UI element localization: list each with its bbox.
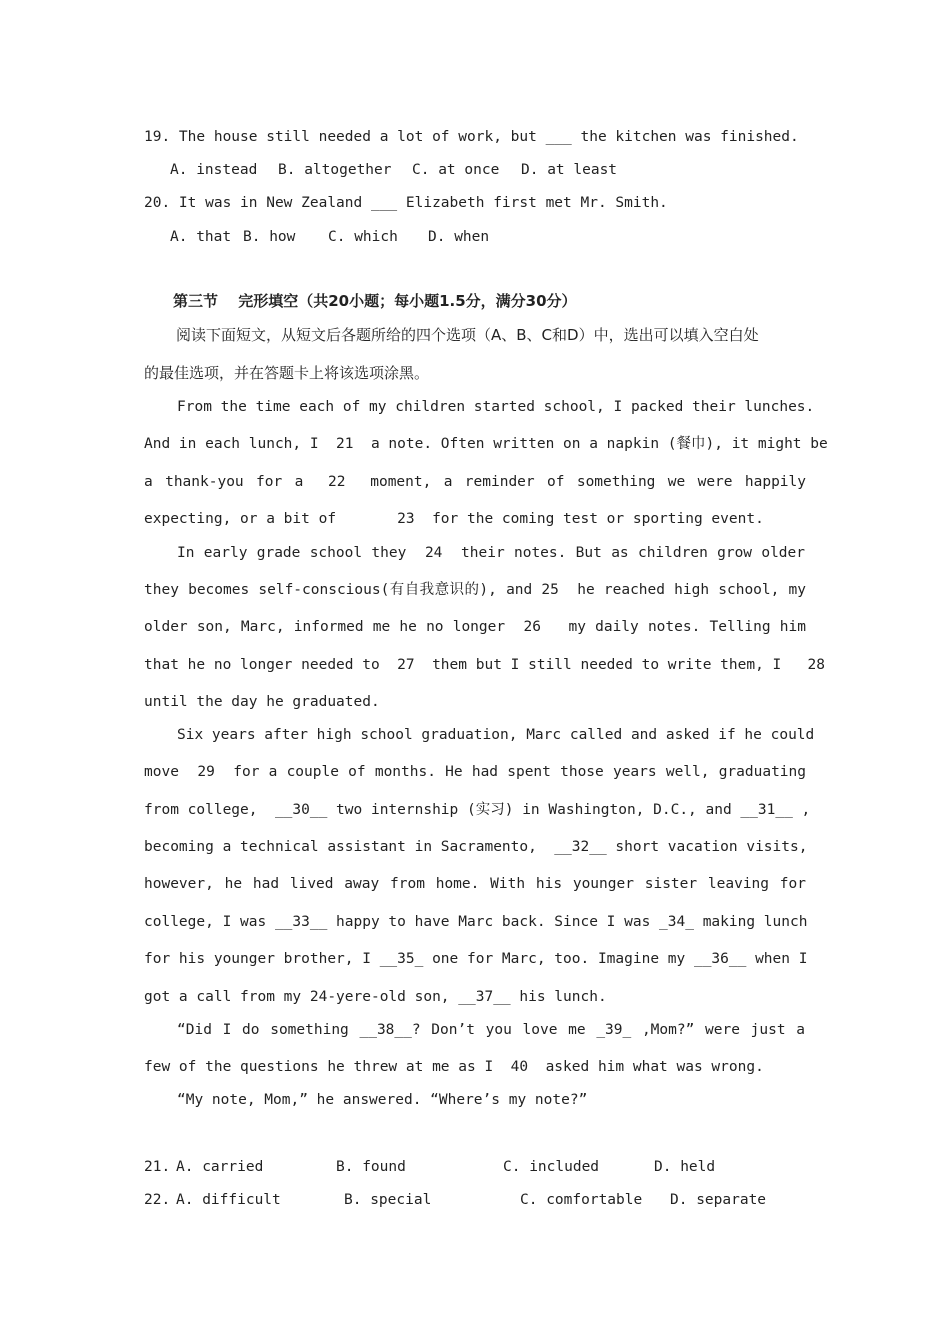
- passage-p2-line3: older son, Marc, informed me he no longer 26 my daily notes. Telling him: [144, 619, 806, 635]
- section-instruction-line2: 的最佳选项，并在答题卡上将该选项涂黑。: [144, 364, 430, 382]
- passage-p3-line6: college, I was __33__ happy to have Marc back. Since I was _34_ making lunch: [144, 914, 808, 930]
- q21-option-c: C. included: [503, 1159, 600, 1175]
- passage-p2-line4: that he no longer needed to 27 them but I still needed to write them, I 28: [144, 657, 825, 673]
- q21-option-a: A. carried: [176, 1159, 264, 1175]
- q19-option-a: A. instead: [170, 162, 258, 178]
- section-instruction-line1: 阅读下面短文，从短文后各题所给的四个选项（A、B、C和D）中，选出可以填入空白处: [176, 326, 759, 344]
- passage-p3-line8: got a call from my 24-yere-old son, __37__ his lunch.: [144, 989, 607, 1005]
- q22-option-d: D. separate: [670, 1192, 767, 1208]
- section-heading: 第三节 完形填空（共20小题；每小题1.5分，满分30分）: [173, 292, 577, 310]
- passage-p3-line4: becoming a technical assistant in Sacramento, __32__ short vacation visits,: [144, 839, 808, 855]
- q22-option-a: A. difficult: [176, 1192, 281, 1208]
- passage-p1-line3: a thank-you for a 22 moment, a reminder of something we were happily: [144, 474, 806, 490]
- passage-p2-line5: until the day he graduated.: [144, 694, 380, 710]
- passage-p3-line1: Six years after high school graduation, Marc called and asked if he could: [177, 727, 815, 743]
- question-19-stem: 19. The house still needed a lot of work, but ___ the kitchen was finished.: [144, 129, 799, 145]
- passage-p4-line2: few of the questions he threw at me as I 40 asked him what was wrong.: [144, 1059, 764, 1075]
- q22-option-b: B. special: [344, 1192, 432, 1208]
- q19-option-d: D. at least: [521, 162, 618, 178]
- passage-p2-line1: In early grade school they 24 their notes. But as children grow older: [177, 545, 805, 561]
- q21-option-b: B. found: [336, 1159, 406, 1175]
- q19-option-c: C. at once: [412, 162, 500, 178]
- q22-option-c: C. comfortable: [520, 1192, 643, 1208]
- q20-option-c: C. which: [328, 229, 398, 245]
- passage-p1-line4: expecting, or a bit of 23 for the coming test or sporting event.: [144, 511, 764, 527]
- passage-p3-line3: from college, __30__ two internship (实习) in Washington, D.C., and __31__ ,: [144, 802, 811, 818]
- q20-option-d: D. when: [428, 229, 490, 245]
- passage-p3-line5: however, he had lived away from home. With his younger sister leaving for: [144, 876, 806, 892]
- q22-number: 22.: [144, 1192, 171, 1208]
- passage-p5-line1: “My note, Mom,” he answered. “Where’s my note?”: [177, 1092, 588, 1108]
- q21-number: 21.: [144, 1159, 171, 1175]
- passage-p2-line2: they becomes self-conscious(有自我意识的), and 25 he reached high school, my: [144, 582, 806, 598]
- passage-p3-line7: for his younger brother, I __35_ one for Marc, too. Imagine my __36__ when I: [144, 951, 808, 967]
- question-20-stem: 20. It was in New Zealand ___ Elizabeth first met Mr. Smith.: [144, 195, 668, 211]
- passage-p4-line1: “Did I do something __38__? Don’t you love me _39_ ,Mom?” were just a: [177, 1022, 805, 1038]
- q21-option-d: D. held: [654, 1159, 716, 1175]
- q20-option-a: A. that: [170, 229, 232, 245]
- passage-p1-line2: And in each lunch, I 21 a note. Often written on a napkin (餐巾), it might be: [144, 436, 828, 452]
- q19-option-b: B. altogether: [278, 162, 392, 178]
- q20-option-b: B. how: [243, 229, 296, 245]
- passage-p1-line1: From the time each of my children started school, I packed their lunches.: [177, 399, 815, 415]
- passage-p3-line2: move 29 for a couple of months. He had spent those years well, graduating: [144, 764, 806, 780]
